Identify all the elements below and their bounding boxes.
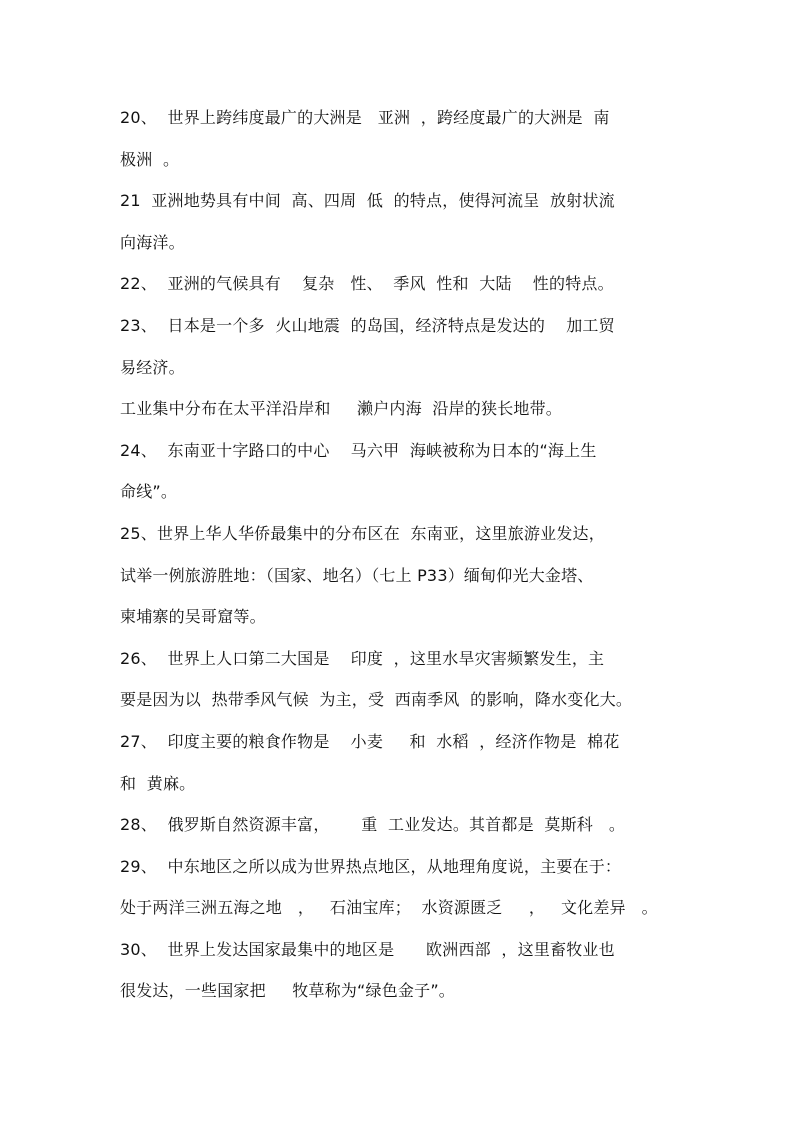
text-line: 极洲 。 bbox=[120, 149, 180, 169]
text-line: 试举一例旅游胜地：（国家、地名）（七上 P33）缅甸仰光大金塔、 bbox=[120, 565, 594, 585]
text-line: 25、世界上华人华侨最集中的分布区在 东南亚，这里旅游业发达， bbox=[120, 523, 605, 543]
text-line: 22、 亚洲的气候具有 复杂 性、 季风 性和 大陆 性的特点。 bbox=[120, 274, 614, 294]
text-line: 28、 俄罗斯自然资源丰富， 重 工业发达。其首都是 莫斯科 。 bbox=[120, 815, 626, 835]
text-line: 21 亚洲地势具有中间 高、四周 低 的特点，使得河流呈 放射状流 bbox=[120, 191, 615, 211]
text-line: 命线”。 bbox=[120, 482, 178, 502]
text-line: 27、 印度主要的粮食作物是 小麦 和 水稻 ，经济作物是 棉花 bbox=[120, 731, 620, 751]
text-line: 26、 世界上人口第二大国是 印度 ，这里水旱灾害频繁发生，主 bbox=[120, 648, 605, 668]
text-line: 柬埔寨的吴哥窟等。 bbox=[120, 607, 266, 627]
text-line: 23、 日本是一个多 火山地震 的岛国，经济特点是发达的 加工贸 bbox=[120, 315, 615, 335]
text-line: 29、 中东地区之所以成为世界热点地区，从地理角度说，主要在于： bbox=[120, 856, 622, 876]
text-line: 和 黄麻。 bbox=[120, 773, 196, 793]
text-line: 30、 世界上发达国家最集中的地区是 欧洲西部 ，这里畜牧业也 bbox=[120, 939, 615, 959]
document-body bbox=[120, 100, 690, 1015]
text-line: 20、 世界上跨纬度最广的大洲是 亚洲 ，跨经度最广的大洲是 南 bbox=[120, 108, 610, 127]
text-line: 工业集中分布在太平洋沿岸和 濑户内海 沿岸的狭长地带。 bbox=[120, 399, 563, 419]
text-line: 处于两洋三洲五海之地 ， 石油宝库； 水资源匮乏 ， 文化差异 。 bbox=[120, 898, 658, 918]
text-line: 要是因为以 热带季风气候 为主，受 西南季风 的影响，降水变化大。 bbox=[120, 690, 633, 710]
text-line: 很发达，一些国家把 牧草称为“绿色金子”。 bbox=[120, 981, 456, 1001]
text-line: 向海洋。 bbox=[120, 232, 185, 252]
text-line: 易经济。 bbox=[120, 357, 185, 377]
text-line: 24、 东南亚十字路口的中心 马六甲 海峡被称为日本的“海上生 bbox=[120, 440, 597, 460]
